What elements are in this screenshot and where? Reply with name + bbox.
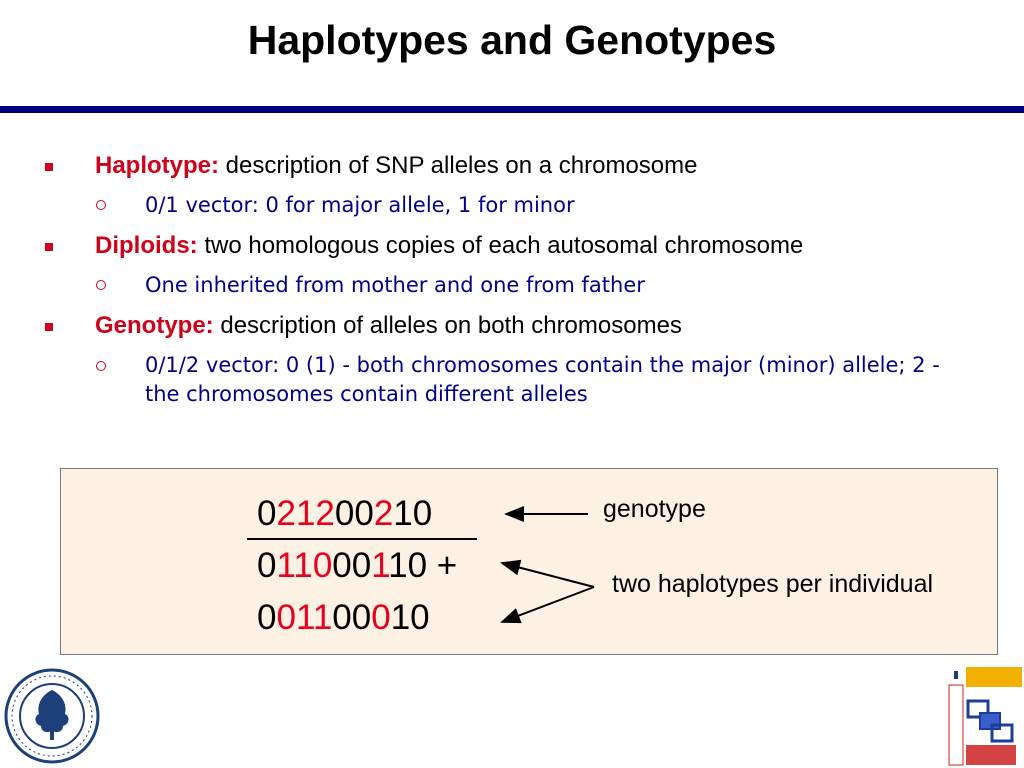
sub-bullet-genotype: 0/1/2 vector: 0 (1) - both chromosomes contain the major (minor) allele; 2 - the chromosomes contain different alleles: [145, 353, 940, 406]
bullet-text: description of SNP alleles on a chromosome: [219, 152, 698, 179]
allele-digit: 2: [373, 494, 394, 533]
allele-digit: 1: [388, 546, 408, 585]
bullet-text: two homologous copies of each autosomal chromosome: [197, 232, 804, 259]
allele-digit: 1: [276, 546, 294, 585]
bullet-term: Diploids:: [95, 232, 198, 259]
uconn-seal-logo: [4, 668, 100, 764]
slide-title: Haplotypes and Genotypes: [247, 17, 777, 63]
allele-digit: 1: [295, 598, 313, 637]
genotype-label: genotype: [603, 495, 706, 523]
allele-digit: 0: [351, 598, 372, 637]
plus-sign: +: [427, 546, 458, 585]
allele-digit: 0: [257, 494, 277, 533]
allele-digit: 0: [257, 598, 277, 637]
allele-digit: 0: [332, 598, 352, 637]
allele-digit: 0: [354, 494, 374, 533]
sub-bullet-haplotype: 0/1 vector: 0 for major allele, 1 for minor: [145, 193, 575, 217]
allele-digit: 1: [393, 494, 413, 533]
allele-digit: 0: [276, 598, 296, 637]
allele-digit: 1: [371, 546, 389, 585]
allele-digit: 2: [276, 494, 296, 533]
allele-digit: 0: [412, 494, 433, 533]
bullet-term: Haplotype:: [95, 152, 220, 179]
allele-digit: 1: [312, 598, 333, 637]
haplotype2-arrow: [502, 587, 594, 622]
allele-digit: 1: [293, 546, 313, 585]
allele-digit: 0: [334, 494, 355, 533]
allele-digit: 0: [410, 598, 430, 637]
haplotypes-label: two haplotypes per individual: [612, 570, 934, 598]
allele-digit: 1: [295, 494, 316, 533]
allele-digit: 0: [332, 546, 352, 585]
bullet-text: description of alleles on both chromosomes: [213, 312, 682, 339]
uconn-cse-logo: [946, 665, 1024, 767]
allele-digit: 0: [257, 546, 277, 585]
bullet-term: Genotype:: [95, 312, 214, 339]
allele-digit: 2: [315, 494, 335, 533]
allele-digit: 1: [390, 598, 411, 637]
allele-digit: 0: [351, 546, 372, 585]
haplotype1-arrow: [502, 563, 594, 587]
sub-bullet-diploids: One inherited from mother and one from father: [145, 273, 645, 297]
allele-digit: 0: [407, 546, 428, 585]
allele-digit: 0: [371, 598, 391, 637]
allele-digit: 0: [312, 546, 333, 585]
